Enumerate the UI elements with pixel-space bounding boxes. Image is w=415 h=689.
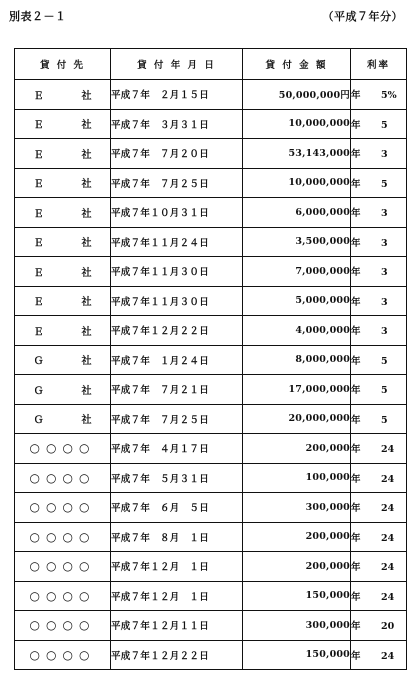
loan-amount: 3,500,000: [243, 227, 351, 257]
lender-cell: [15, 286, 111, 316]
rate-value: 3: [381, 208, 388, 220]
table-row: [15, 286, 407, 316]
loan-amount: 150,000: [243, 581, 351, 611]
lender-cell: [15, 345, 111, 375]
rate-value: 24: [381, 444, 395, 456]
lender-name: Ｇ: [33, 356, 44, 368]
lender-suffix: 社: [81, 208, 92, 220]
lender-cell: [15, 640, 111, 670]
lender-name: ○○○○: [29, 500, 96, 515]
rate-unit: 年: [351, 385, 361, 397]
loan-amount: 4,000,000: [243, 316, 351, 346]
table-row: [15, 611, 407, 641]
loan-amount: 200,000: [243, 522, 351, 552]
loan-amount: 50,000,000円: [243, 80, 351, 110]
table-row: [15, 552, 407, 582]
table-row: [15, 139, 407, 169]
rate-cell: [351, 552, 407, 582]
loan-date: 平成７年 ８月 １日: [111, 522, 243, 552]
loan-date: 平成７年 ７月２０日: [111, 139, 243, 169]
column-header-lender: 貸 付 先: [15, 49, 111, 80]
document-title: 別表２－１: [9, 10, 67, 23]
lender-name: Ｅ: [33, 179, 44, 191]
lender-name: Ｅ: [33, 326, 44, 338]
loan-date: 平成７年 ２月１５日: [111, 80, 243, 110]
loan-amount: 20,000,000: [243, 404, 351, 434]
rate-cell: [351, 640, 407, 670]
lender-cell: [15, 227, 111, 257]
loan-amount: 6,000,000: [243, 198, 351, 228]
lender-name: Ｇ: [33, 415, 44, 427]
rate-value: 3: [381, 296, 388, 308]
lender-name: ○○○○: [29, 441, 96, 456]
rate-unit: 年: [351, 326, 361, 338]
loan-date: 平成７年 ４月１７日: [111, 434, 243, 464]
header-row: [15, 49, 407, 80]
rate-value: 20: [381, 621, 395, 633]
rate-value: 24: [381, 532, 395, 544]
loan-date: 平成７年 ５月３１日: [111, 463, 243, 493]
rate-value: 5: [381, 414, 388, 426]
loan-date: 平成７年 ３月３１日: [111, 109, 243, 139]
rate-value: 24: [381, 473, 395, 485]
rate-value: 5: [381, 119, 388, 131]
column-header-amount: 貸 付 金 額: [243, 49, 351, 80]
lender-cell: [15, 257, 111, 287]
table-row: [15, 316, 407, 346]
lender-suffix: 社: [81, 120, 92, 132]
rate-cell: [351, 227, 407, 257]
lender-suffix: 社: [81, 179, 92, 191]
loan-date: 平成７年１２月２２日: [111, 640, 243, 670]
rate-unit: 年: [351, 532, 361, 544]
lender-cell: [15, 139, 111, 169]
lender-name: ○○○○: [29, 529, 96, 544]
loan-amount: 200,000: [243, 552, 351, 582]
lender-suffix: 社: [81, 297, 92, 309]
lender-suffix: 社: [81, 149, 92, 161]
rate-cell: [351, 80, 407, 110]
rate-value: 24: [381, 591, 395, 603]
lender-name: Ｅ: [33, 149, 44, 161]
lender-cell: [15, 168, 111, 198]
loan-amount: 10,000,000: [243, 109, 351, 139]
lender-name: Ｅ: [33, 208, 44, 220]
loan-date: 平成７年 ７月２１日: [111, 375, 243, 405]
rate-value: 5%: [381, 90, 397, 102]
rate-cell: [351, 375, 407, 405]
table-row: [15, 80, 407, 110]
rate-value: 5: [381, 178, 388, 190]
loan-date: 平成７年 ７月２５日: [111, 404, 243, 434]
rate-unit: 年: [351, 178, 361, 190]
lender-name: Ｅ: [33, 297, 44, 309]
loan-date: 平成７年 ７月２５日: [111, 168, 243, 198]
rate-cell: [351, 493, 407, 523]
table-row: [15, 493, 407, 523]
lender-cell: [15, 611, 111, 641]
rate-unit: 年: [351, 562, 361, 574]
loan-date: 平成７年１２月 １日: [111, 581, 243, 611]
lender-suffix: 社: [81, 356, 92, 368]
lender-cell: [15, 316, 111, 346]
loan-amount: 150,000: [243, 640, 351, 670]
rate-cell: [351, 611, 407, 641]
rate-unit: 年: [351, 208, 361, 220]
table-row: [15, 581, 407, 611]
rate-value: 5: [381, 355, 388, 367]
rate-value: 24: [381, 562, 395, 574]
rate-unit: 年: [351, 267, 361, 279]
rate-value: 3: [381, 326, 388, 338]
loan-date: 平成７年１１月２４日: [111, 227, 243, 257]
loan-date: 平成７年１２月 １日: [111, 552, 243, 582]
loan-table: [14, 48, 407, 670]
lender-cell: [15, 109, 111, 139]
rate-cell: [351, 463, 407, 493]
table-row: [15, 168, 407, 198]
rate-unit: 年: [351, 149, 361, 161]
rate-unit: 年: [351, 414, 361, 426]
rate-unit: 年: [351, 355, 361, 367]
rate-cell: [351, 345, 407, 375]
rate-unit: 年: [351, 621, 361, 633]
lender-suffix: 社: [81, 267, 92, 279]
rate-cell: [351, 522, 407, 552]
rate-value: 24: [381, 503, 395, 515]
lender-suffix: 社: [81, 326, 92, 338]
rate-unit: 年: [351, 296, 361, 308]
year-note: （平成７年分）: [322, 10, 403, 23]
rate-value: 3: [381, 267, 388, 279]
rate-unit: 年: [351, 650, 361, 662]
rate-unit: 年: [351, 237, 361, 249]
rate-cell: [351, 404, 407, 434]
column-header-date: 貸 付 年 月 日: [111, 49, 243, 80]
lender-suffix: 社: [81, 385, 92, 397]
lender-cell: [15, 493, 111, 523]
loan-date: 平成７年１０月３１日: [111, 198, 243, 228]
loan-amount: 7,000,000: [243, 257, 351, 287]
rate-value: 5: [381, 385, 388, 397]
lender-cell: [15, 522, 111, 552]
table-row: [15, 227, 407, 257]
rate-value: 24: [381, 650, 395, 662]
loan-date: 平成７年 １月２４日: [111, 345, 243, 375]
lender-cell: [15, 463, 111, 493]
loan-amount: 100,000: [243, 463, 351, 493]
lender-cell: [15, 581, 111, 611]
rate-cell: [351, 257, 407, 287]
lender-name: ○○○○: [29, 618, 96, 633]
lender-name: Ｅ: [33, 267, 44, 279]
lender-name: Ｇ: [33, 385, 44, 397]
rate-unit: 年: [351, 444, 361, 456]
loan-amount: 200,000: [243, 434, 351, 464]
rate-cell: [351, 198, 407, 228]
table-row: [15, 257, 407, 287]
lender-name: ○○○○: [29, 588, 96, 603]
loan-date: 平成７年 ６月 ５日: [111, 493, 243, 523]
lender-cell: [15, 198, 111, 228]
lender-cell: [15, 80, 111, 110]
loan-date: 平成７年１２月１１日: [111, 611, 243, 641]
loan-amount: 300,000: [243, 493, 351, 523]
table-row: [15, 404, 407, 434]
rate-cell: [351, 434, 407, 464]
lender-name: ○○○○: [29, 470, 96, 485]
rate-unit: 年: [351, 90, 361, 102]
loan-amount: 17,000,000: [243, 375, 351, 405]
lender-name: Ｅ: [33, 90, 44, 102]
loan-amount: 300,000: [243, 611, 351, 641]
lender-suffix: 社: [81, 90, 92, 102]
table-row: [15, 345, 407, 375]
rate-value: 3: [381, 149, 388, 161]
lender-name: ○○○○: [29, 559, 96, 574]
loan-amount: 10,000,000: [243, 168, 351, 198]
rate-unit: 年: [351, 473, 361, 485]
loan-date: 平成７年１２月２２日: [111, 316, 243, 346]
rate-unit: 年: [351, 119, 361, 131]
lender-cell: [15, 552, 111, 582]
table-row: [15, 463, 407, 493]
lender-cell: [15, 375, 111, 405]
lender-cell: [15, 404, 111, 434]
rate-cell: [351, 139, 407, 169]
table-row: [15, 434, 407, 464]
table-row: [15, 375, 407, 405]
loan-amount: 8,000,000: [243, 345, 351, 375]
rate-cell: [351, 168, 407, 198]
lender-suffix: 社: [81, 415, 92, 427]
table-row: [15, 198, 407, 228]
table-row: [15, 522, 407, 552]
rate-cell: [351, 316, 407, 346]
rate-cell: [351, 109, 407, 139]
lender-name: Ｅ: [33, 238, 44, 250]
column-header-rate: 利率: [351, 49, 407, 80]
table-row: [15, 109, 407, 139]
loan-amount: 5,000,000: [243, 286, 351, 316]
lender-name: ○○○○: [29, 647, 96, 662]
loan-date: 平成７年１１月３０日: [111, 286, 243, 316]
rate-cell: [351, 581, 407, 611]
rate-cell: [351, 286, 407, 316]
loan-date: 平成７年１１月３０日: [111, 257, 243, 287]
lender-suffix: 社: [81, 238, 92, 250]
rate-unit: 年: [351, 503, 361, 515]
lender-cell: [15, 434, 111, 464]
loan-amount: 53,143,000: [243, 139, 351, 169]
table-row: [15, 640, 407, 670]
lender-name: Ｅ: [33, 120, 44, 132]
rate-unit: 年: [351, 591, 361, 603]
rate-value: 3: [381, 237, 388, 249]
